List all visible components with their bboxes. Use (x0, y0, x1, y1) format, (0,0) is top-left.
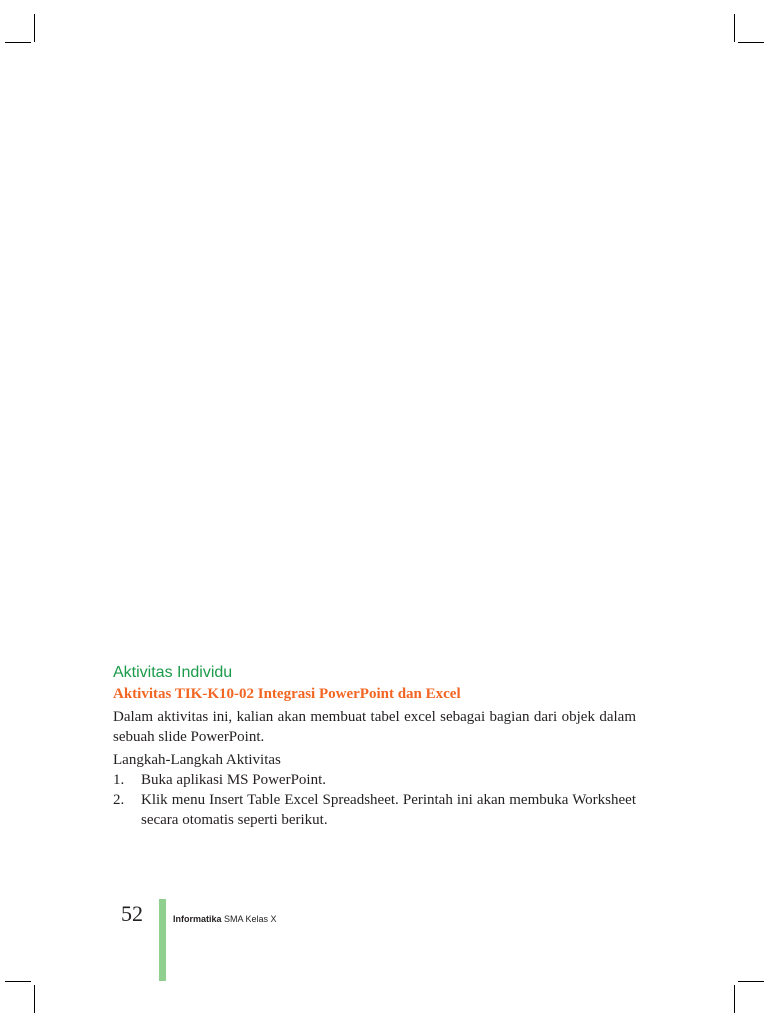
list-item (113, 770, 636, 790)
footer-book-title-bold: Informatika (173, 914, 222, 924)
crop-mark-top-left-v (34, 14, 35, 42)
crop-mark-bottom-right-v (734, 985, 735, 1013)
crop-mark-top-left-h (5, 42, 31, 43)
crop-mark-top-right-v (734, 14, 735, 42)
step-number: 2. (113, 792, 125, 808)
crop-mark-bottom-left-h (5, 981, 31, 982)
footer-book-title-rest: SMA Kelas X (221, 914, 277, 924)
section-heading: Aktivitas Individu (113, 664, 233, 681)
list-item (113, 790, 636, 830)
intro-paragraph: Dalam aktivitas ini, kalian akan membuat tabel excel sebagai bagian dari objek dalam sebuah slide PowerPoint. (113, 709, 636, 745)
page-number: 52 (121, 901, 143, 926)
crop-mark-bottom-right-h (738, 981, 764, 982)
steps-heading: Langkah-Langkah Aktivitas (113, 752, 281, 768)
step-text: Klik menu Insert Table Excel Spreadsheet. Perintah ini akan membuka Worksheet secara otomatis seperti berikut. (141, 792, 636, 828)
step-text: Buka aplikasi MS PowerPoint. (141, 772, 327, 788)
crop-mark-top-right-h (738, 42, 764, 43)
crop-mark-bottom-left-v (34, 985, 35, 1013)
footer-book-title (173, 914, 277, 924)
footer-accent-bar (159, 899, 166, 981)
activity-title: Aktivitas TIK-K10-02 Integrasi PowerPoint dan Excel (113, 686, 461, 702)
step-number: 1. (113, 772, 125, 788)
